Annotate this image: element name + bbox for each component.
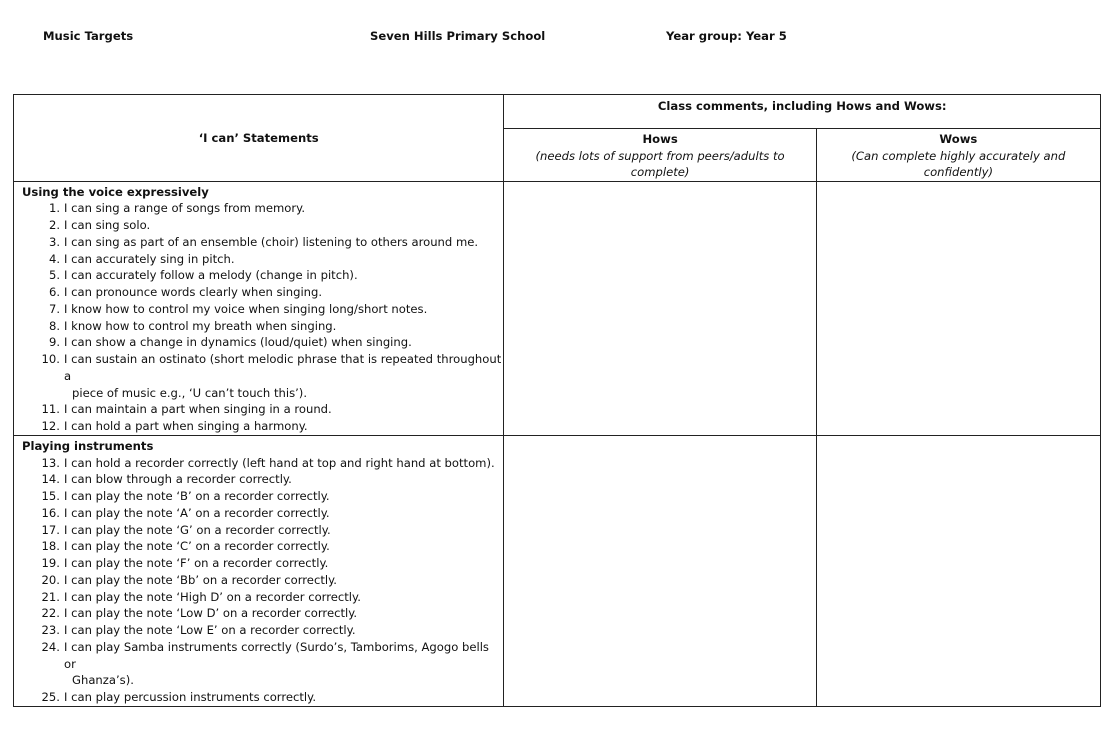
statement-number: 12.: [41, 419, 60, 433]
statement-item: [22, 234, 503, 251]
statement-text: I can play Samba instruments correctly (Surdo’s, Tamborims, Agogo bells or: [64, 639, 489, 671]
statement-number: 3.: [48, 234, 60, 249]
hows-comment-cell[interactable]: [504, 181, 816, 435]
statement-text-wrapper: [64, 605, 503, 622]
statement-text: I can play the note ‘Low E’ on a recorder correctly.: [64, 623, 356, 637]
statement-item: [22, 555, 503, 572]
statement-item: [22, 418, 503, 435]
statement-text-wrapper: [64, 217, 503, 234]
year-group: Year group: Year 5: [666, 29, 787, 43]
statement-text-wrapper: [64, 334, 503, 351]
statement-text: I can play the note ‘C’ on a recorder correctly.: [64, 539, 330, 554]
statement-text: I can play the note ‘Low D’ on a recorder correctly.: [64, 606, 358, 621]
statement-text-wrapper: [64, 488, 503, 505]
statement-text: I know how to control my breath when singing.: [64, 318, 337, 333]
statement-item: [22, 200, 503, 217]
statement-text-wrapper: [64, 200, 503, 217]
class-comments-header: Class comments, including Hows and Wows:: [657, 99, 947, 113]
statement-number: 16.: [41, 505, 60, 520]
statement-text: I can accurately sing in pitch.: [64, 251, 235, 266]
statement-text: I can accurately follow a melody (change in pitch).: [64, 268, 358, 283]
statement-number: 13.: [41, 455, 60, 470]
statement-text: I can maintain a part when singing in a round.: [64, 402, 332, 417]
statement-text-wrapper: [64, 318, 503, 335]
document-title: Music Targets: [43, 29, 134, 43]
statement-item: [22, 301, 503, 318]
statement-number: 22.: [41, 606, 60, 621]
statement-item: [22, 217, 503, 234]
wows-label: Wows: [939, 132, 978, 146]
statement-number: 21.: [41, 589, 60, 604]
statement-text: I can play the note ‘High D’ on a recorder correctly.: [64, 589, 361, 604]
statement-item: [22, 351, 503, 401]
statement-number: 17.: [41, 522, 60, 537]
statement-item: [22, 538, 503, 555]
statement-number: 1.: [48, 201, 60, 216]
statement-text-wrapper: [64, 234, 503, 251]
statement-text: I can sing as part of an ensemble (choir) listening to others around me.: [64, 234, 479, 249]
statement-item: [22, 639, 503, 689]
statement-text: I can sing solo.: [64, 218, 151, 232]
hows-header-cell: [504, 129, 816, 182]
statement-text: I can hold a part when singing a harmony.: [64, 419, 308, 433]
statement-text-wrapper: [64, 455, 503, 472]
wows-description: (Can complete highly accurately and confidently): [851, 148, 1066, 179]
statement-text-wrapper: [64, 572, 503, 589]
statement-text-wrapper: [64, 622, 503, 639]
statement-text-continued: piece of music e.g., ‘U can’t touch this’).: [72, 385, 308, 400]
statement-text: I can sing a range of songs from memory.: [64, 201, 306, 216]
statement-text-continued: Ghanza’s).: [72, 673, 134, 688]
statement-item: [22, 522, 503, 539]
statement-text-wrapper: [64, 351, 503, 401]
section-row-voice: [14, 181, 1101, 435]
statement-item: [22, 589, 503, 606]
statement-item: [22, 622, 503, 639]
statement-number: 20.: [41, 572, 60, 587]
section-row-instruments: [14, 435, 1101, 706]
statement-list: [22, 200, 503, 435]
statement-text: I can play the note ‘B’ on a recorder correctly.: [64, 489, 330, 503]
statement-item: [22, 334, 503, 351]
statement-text: I can play the note ‘G’ on a recorder correctly.: [64, 522, 331, 537]
statement-item: [22, 572, 503, 589]
statement-number: 7.: [48, 301, 60, 316]
statements-cell-instruments: [14, 435, 504, 706]
statement-item: [22, 401, 503, 418]
statement-text: I can play the note ‘A’ on a recorder correctly.: [64, 505, 330, 520]
statement-text: I can pronounce words clearly when singing.: [64, 285, 323, 299]
targets-table: [13, 94, 1101, 707]
statement-text-wrapper: [64, 639, 503, 689]
statement-text: I can play the note ‘F’ on a recorder correctly.: [64, 556, 329, 570]
statement-number: 2.: [48, 218, 60, 232]
ican-header: ‘I can’ Statements: [198, 130, 319, 145]
statement-text: I can blow through a recorder correctly.: [64, 472, 292, 487]
statement-number: 4.: [48, 251, 60, 266]
school-name: Seven Hills Primary School: [370, 29, 546, 43]
statement-text-wrapper: [64, 251, 503, 268]
wows-header-cell: [816, 129, 1100, 182]
hows-description: (needs lots of support from peers/adults to complete): [535, 148, 785, 179]
statement-number: 23.: [41, 623, 60, 637]
statement-item: [22, 471, 503, 488]
statement-text: I can sustain an ostinato (short melodic phrase that is repeated throughout a: [64, 352, 502, 383]
statement-text-wrapper: [64, 301, 503, 318]
statement-item: [22, 689, 503, 706]
statement-item: [22, 488, 503, 505]
statement-number: 9.: [48, 335, 60, 350]
statement-text-wrapper: [64, 471, 503, 488]
statement-text: I can play percussion instruments correctly.: [64, 690, 317, 704]
statements-cell-voice: [14, 181, 504, 435]
hows-label: Hows: [642, 132, 678, 146]
statement-text-wrapper: [64, 555, 503, 572]
statement-number: 14.: [41, 472, 60, 487]
statement-number: 11.: [41, 402, 60, 417]
statement-item: [22, 605, 503, 622]
statement-item: [22, 505, 503, 522]
statement-text: I can play the note ‘Bb’ on a recorder correctly.: [64, 572, 337, 587]
statement-text-wrapper: [64, 401, 503, 418]
statement-text-wrapper: [64, 538, 503, 555]
statement-number: 5.: [48, 268, 60, 283]
wows-comment-cell[interactable]: [816, 181, 1100, 435]
statement-list: [22, 455, 503, 706]
statement-text-wrapper: [64, 689, 503, 706]
class-comments-header-cell: [504, 95, 1101, 129]
statement-text-wrapper: [64, 505, 503, 522]
table-header-row: [14, 95, 1101, 129]
wows-comment-cell[interactable]: [816, 435, 1100, 706]
statement-number: 18.: [41, 539, 60, 554]
statement-item: [22, 455, 503, 472]
statement-text: I know how to control my voice when singing long/short notes.: [64, 301, 428, 316]
statement-number: 6.: [48, 285, 60, 299]
statement-number: 24.: [41, 639, 60, 654]
statement-text-wrapper: [64, 267, 503, 284]
statement-item: [22, 267, 503, 284]
statement-item: [22, 251, 503, 268]
statement-number: 10.: [41, 352, 60, 366]
statement-number: 19.: [41, 556, 60, 570]
statement-item: [22, 284, 503, 301]
statement-text: I can show a change in dynamics (loud/quiet) when singing.: [64, 335, 412, 350]
section-title: Using the voice expressively: [22, 184, 209, 199]
hows-comment-cell[interactable]: [504, 435, 816, 706]
statement-text-wrapper: [64, 522, 503, 539]
statement-text-wrapper: [64, 418, 503, 435]
statement-item: [22, 318, 503, 335]
statement-number: 25.: [41, 690, 60, 704]
statement-number: 8.: [48, 318, 60, 333]
ican-header-cell: [14, 95, 504, 182]
statement-text-wrapper: [64, 284, 503, 301]
section-title: Playing instruments: [22, 438, 154, 453]
statement-number: 15.: [41, 489, 60, 503]
statement-text-wrapper: [64, 589, 503, 606]
statement-text: I can hold a recorder correctly (left hand at top and right hand at bottom).: [64, 455, 495, 470]
